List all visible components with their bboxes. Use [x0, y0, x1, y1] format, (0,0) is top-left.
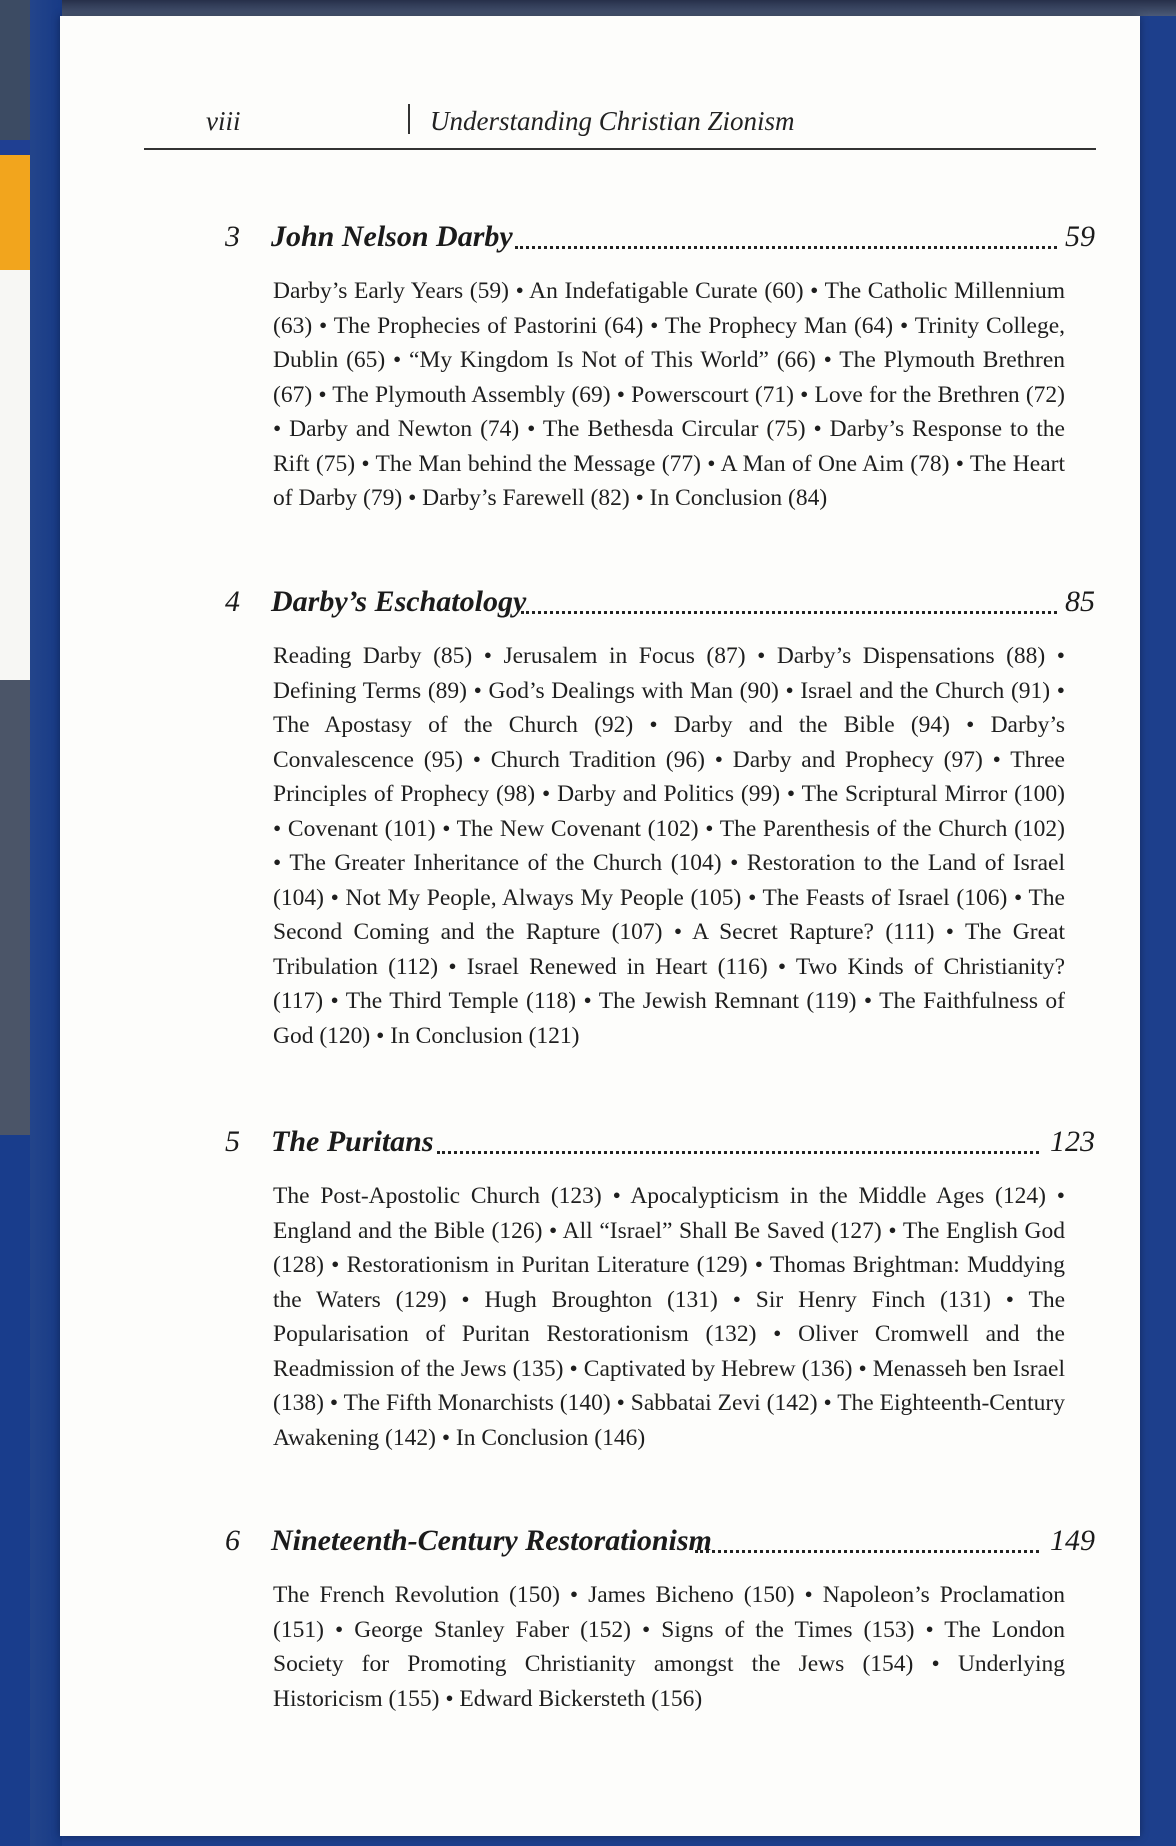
chapter-page-number: 85 — [1065, 585, 1095, 618]
dot-leader — [437, 1151, 1039, 1154]
chapter-number: 4 — [225, 585, 240, 618]
dot-leader — [695, 1550, 1039, 1553]
chapter-heading[interactable] — [225, 585, 1095, 627]
toc-chapter-3[interactable] — [225, 220, 1095, 516]
cover-strip — [0, 140, 30, 155]
chapter-page-number: 149 — [1050, 1524, 1095, 1557]
chapter-title: Nineteenth-Century Restorationism — [271, 1524, 712, 1557]
running-title: Understanding Christian Zionism — [430, 106, 795, 136]
cover-strip-white — [0, 270, 30, 680]
chapter-contents: The Post-Apostolic Church (123) • Apocalypticism in the Middle Ages (124) • England and the Bible (126) • All “Israel” Shall Be Saved (127) • The English God (128) • Restorationism in Puritan Literature (129) • Thomas Brightman: Muddying the Waters (129) • Hugh Broughton (131) • Sir Henry Finch (131) • The Popularisation of Puritan Restorationism (132) • Oliver Cromwell and the Readmission of the Jews (135) • Captivated by Hebrew (136) • Menasseh ben Israel (138) • The Fifth Monarchists (140) • Sabbatai Zevi (142) • The Eighteenth-Century Awakening (142) • In Conclusion (146) — [273, 1183, 1065, 1451]
chapter-contents: The French Revolution (150) • James Bicheno (150) • Napoleon’s Proclamation (151) • George Stanley Faber (152) • Signs of the Times (153) • The London Society for Promoting Christianity amongst the Jews (154) • Underlying Historicism (155) • Edward Bickersteth (156) — [273, 1582, 1065, 1712]
cover-strip-orange — [0, 155, 30, 270]
chapter-heading[interactable] — [225, 220, 1095, 262]
cover-strip-blue — [0, 1135, 30, 1846]
chapter-number: 3 — [225, 220, 240, 253]
chapter-title: Darby’s Eschatology — [271, 585, 527, 618]
header-separator — [408, 104, 410, 134]
dot-leader — [515, 246, 1057, 249]
toc-chapter-6[interactable] — [225, 1524, 1095, 1716]
cover-strip-grey — [0, 680, 30, 1135]
chapter-page-number: 123 — [1050, 1125, 1095, 1158]
toc-chapter-5[interactable] — [225, 1125, 1095, 1455]
scan-top-edge — [0, 0, 1176, 16]
page-folio: viii — [206, 106, 241, 136]
chapter-title: John Nelson Darby — [271, 220, 513, 253]
chapter-number: 6 — [225, 1524, 240, 1557]
toc-chapter-4[interactable] — [225, 585, 1095, 1053]
chapter-number: 5 — [225, 1125, 240, 1158]
chapter-heading[interactable] — [225, 1524, 1095, 1566]
chapter-page-number: 59 — [1065, 220, 1095, 253]
chapter-contents: Reading Darby (85) • Jerusalem in Focus (87) • Darby’s Dispensations (88) • Defining Terms (89) • God’s Dealings with Man (90) • Israel and the Church (91) • The Apostasy of the Church (92) • Darby and the Bible (94) • Darby’s Convalescence (95) • Church Tradition (96) • Darby and Prophecy (97) • Three Principles of Prophecy (98) • Darby and Politics (99) • The Scriptural Mirror (100) • Covenant (101) • The New Covenant (102) • The Parenthesis of the Church (102) • The Greater Inheritance of the Church (104) • Restoration to the Land of Israel (104) • Not My People, Always My People (105) • The Feasts of Israel (106) • The Second Coming and the Rapture (107) • A Secret Rapture? (111) • The Great Tribulation (112) • Israel Renewed in Heart (116) • Two Kinds of Christianity? (117) • The Third Temple (118) • The Jewish Remnant (119) • The Faithfulness of God (120) • In Conclusion (121) — [273, 643, 1065, 1049]
chapter-title: The Puritans — [271, 1125, 434, 1158]
chapter-contents: Darby’s Early Years (59) • An Indefatigable Curate (60) • The Catholic Millennium (63) • The Prophecies of Pastorini (64) • The Prophecy Man (64) • Trinity College, Dublin (65) • “My Kingdom Is Not of This World” (66) • The Plymouth Brethren (67) • The Plymouth Assembly (69) • Powerscourt (71) • Love for the Brethren (72) • Darby and Newton (74) • The Bethesda Circular (75) • Darby’s Response to the Rift (75) • The Man behind the Message (77) • A Man of One Aim (78) • The Heart of Darby (79) • Darby’s Farewell (82) • In Conclusion (84) — [273, 278, 1065, 511]
cover-strip — [0, 0, 30, 140]
chapter-heading[interactable] — [225, 1125, 1095, 1167]
dot-leader — [521, 611, 1057, 614]
running-header — [144, 88, 1096, 150]
